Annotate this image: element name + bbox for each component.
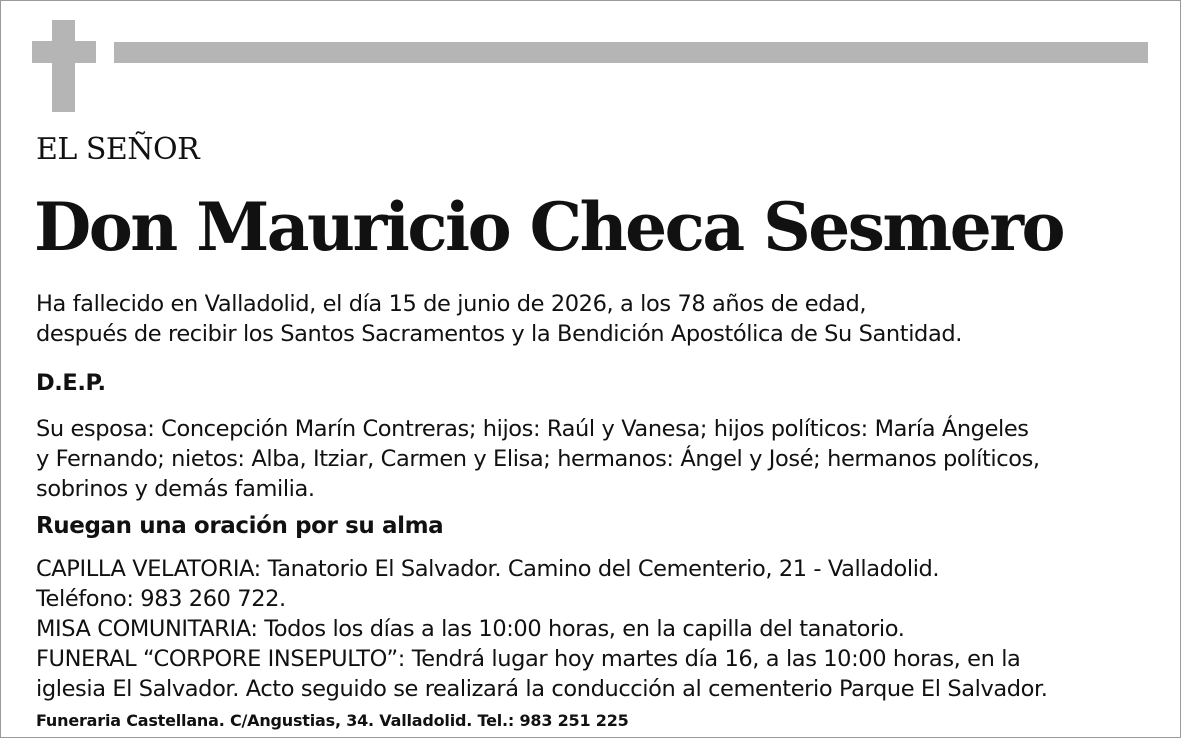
title-prefix: EL SEÑOR <box>36 132 200 167</box>
family-line: sobrinos y demás familia. <box>36 476 315 502</box>
rest-in-peace: D.E.P. <box>36 370 106 396</box>
detail-line: iglesia El Salvador. Acto seguido se realizará la conducción al cementerio Parque El Salvador. <box>36 676 1048 702</box>
death-announcement <box>36 289 1151 349</box>
detail-line: FUNERAL “CORPORE INSEPULTO”: Tendrá lugar hoy martes día 16, a las 10:00 horas, en la <box>36 646 1021 672</box>
cross-vertical-bar <box>52 20 75 112</box>
detail-line: Teléfono: 983 260 722. <box>36 586 286 612</box>
announcement-line: después de recibir los Santos Sacramentos y la Bendición Apostólica de Su Santidad. <box>36 321 962 347</box>
family-line: y Fernando; nietos: Alba, Itziar, Carmen y Elisa; hermanos: Ángel y José; hermanos políticos, <box>36 446 1040 472</box>
funeral-home-footer: Funeraria Castellana. C/Angustias, 34. Valladolid. Tel.: 983 251 225 <box>36 711 629 730</box>
cross-horizontal-bar <box>32 41 96 63</box>
service-details <box>36 554 1151 704</box>
prayer-request: Ruegan una oración por su alma <box>36 513 444 539</box>
deceased-name: Don Mauricio Checa Sesmero <box>34 188 1063 266</box>
header-divider-bar <box>114 42 1148 63</box>
detail-line: MISA COMUNITARIA: Todos los días a las 10:00 horas, en la capilla del tanatorio. <box>36 616 905 642</box>
family-line: Su esposa: Concepción Marín Contreras; hijos: Raúl y Vanesa; hijos políticos: María Ángeles <box>36 416 1029 442</box>
announcement-line: Ha fallecido en Valladolid, el día 15 de junio de 2026, a los 78 años de edad, <box>36 291 867 317</box>
detail-line: CAPILLA VELATORIA: Tanatorio El Salvador. Camino del Cementerio, 21 - Valladolid. <box>36 556 940 582</box>
family-list <box>36 414 1151 504</box>
